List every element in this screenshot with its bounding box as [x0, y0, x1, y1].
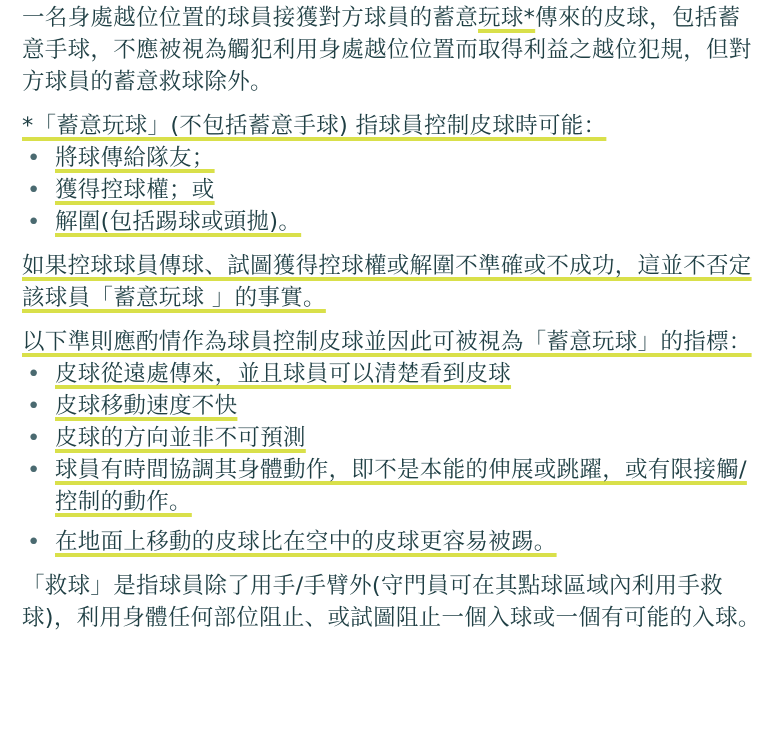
footnote-heading — [22, 110, 762, 142]
bullet-icon: • — [27, 361, 41, 387]
save-definition-paragraph — [22, 570, 762, 634]
intro-text-before: 一名身處越位位置的球員接獲對方球員的蓄意 — [22, 5, 479, 31]
list-item — [22, 358, 762, 390]
list-item — [22, 526, 762, 558]
bullet-icon: • — [27, 425, 41, 451]
list-item-text: 皮球移動速度不快 — [55, 393, 238, 419]
criteria-text: 以下準則應酌情作為球員控制皮球並因此可被視為「蓄意玩球」的指標： — [22, 329, 752, 355]
intro-paragraph — [22, 2, 762, 98]
inaccurate-play-paragraph — [22, 250, 762, 314]
list-item — [22, 142, 762, 174]
list-item — [22, 454, 762, 518]
bullet-icon: • — [27, 529, 41, 555]
save-definition-text: 「救球」是指球員除了用手/手臂外(守門員可在其點球區域內利用手救球)，利用身體任何部位阻止、或試圖阻止一個入球或一個有可能的入球。 — [22, 573, 761, 631]
criteria-paragraph — [22, 326, 762, 358]
list-item-text: 皮球的方向並非不可預測 — [55, 425, 306, 451]
intro-highlight: 玩球* — [478, 5, 536, 31]
list-item-text: 獲得控球權；或 — [55, 177, 215, 203]
list-item-text: 皮球從遠處傳來，並且球員可以清楚看到皮球 — [55, 361, 512, 387]
bullet-icon: • — [27, 457, 41, 483]
list-item-text: 解圍(包括踢球或頭拋)。 — [55, 209, 302, 235]
bullet-icon: • — [27, 209, 41, 235]
bullet-icon: • — [27, 393, 41, 419]
inaccurate-play-text: 如果控球球員傳球、試圖獲得控球權或解圍不準確或不成功，這並不否定該球員「蓄意玩球 」的事實。 — [22, 253, 752, 311]
intro-text-after: 傳來的皮球，包括蓄意手球，不應被視為觸犯利用身處越位位置而取得利益之越位犯規，但對方球員的蓄意救球除外。 — [22, 5, 752, 95]
footnote-text: *「蓄意玩球」(不包括蓄意手球) 指球員控制皮球時可能： — [22, 113, 607, 139]
deliberate-play-list — [22, 142, 762, 238]
list-item-text: 將球傳給隊友； — [55, 145, 215, 171]
list-item-text: 在地面上移動的皮球比在空中的皮球更容易被踢。 — [55, 529, 557, 555]
bullet-icon: • — [27, 145, 41, 171]
list-item-text: 球員有時間協調其身體動作，即不是本能的伸展或跳躍，或有限接觸/控制的動作。 — [55, 457, 747, 515]
list-item — [22, 390, 762, 422]
list-item — [22, 174, 762, 206]
list-item — [22, 422, 762, 454]
criteria-list — [22, 358, 762, 558]
bullet-icon: • — [27, 177, 41, 203]
list-item — [22, 206, 762, 238]
